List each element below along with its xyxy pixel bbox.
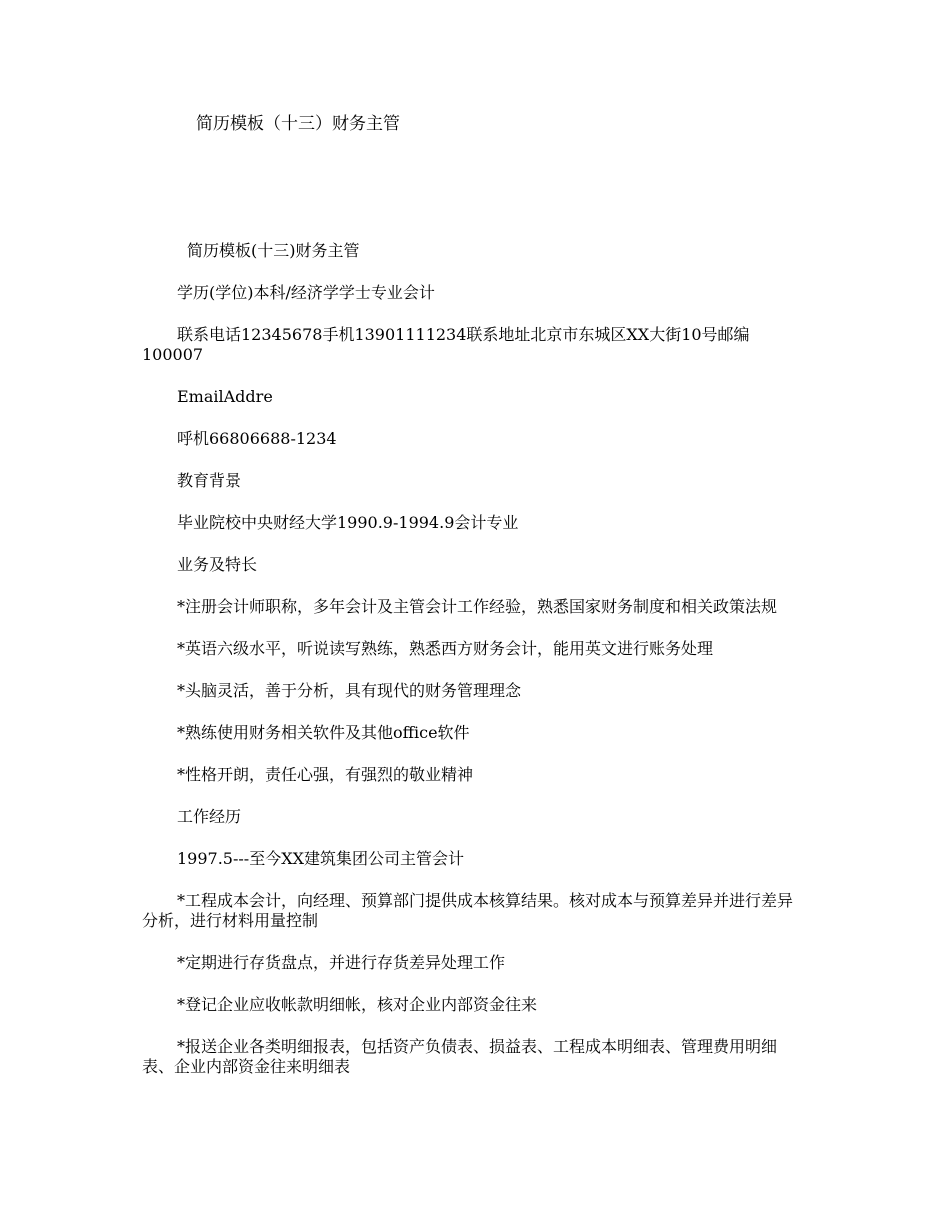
skill-item: *性格开朗，责任心强，有强烈的敬业精神	[177, 765, 474, 784]
skill-item: *头脑灵活，善于分析，具有现代的财务管理理念	[177, 681, 522, 700]
paragraph-pager: 呼机66806688-1234	[177, 429, 337, 448]
work-duty-item: *登记企业应收帐款明细帐，核对企业内部资金往来	[177, 995, 538, 1014]
section-heading-education: 教育背景	[177, 471, 242, 490]
section-heading-work: 工作经历	[177, 807, 242, 826]
work-duty-item: *定期进行存货盘点，并进行存货差异处理工作	[177, 953, 506, 972]
skill-item: *英语六级水平，听说读写熟练，熟悉西方财务会计，能用英文进行账务处理	[177, 639, 714, 658]
paragraph-education-degree: 学历(学位)本科/经济学学士专业会计	[177, 283, 435, 302]
document-title: 简历模板（十三）财务主管	[196, 114, 400, 134]
work-position: 1997.5---至今XX建筑集团公司主管会计	[177, 849, 464, 868]
work-duty-item: *工程成本会计，向经理、预算部门提供成本核算结果。核对成本与预算差异并进行差异分析，进行材料用量控制	[142, 891, 794, 930]
skill-item: *熟练使用财务相关软件及其他office软件	[177, 723, 470, 742]
paragraph-heading: 简历模板(十三)财务主管	[187, 241, 360, 260]
paragraph-school: 毕业院校中央财经大学1990.9-1994.9会计专业	[177, 513, 519, 532]
document-body	[142, 241, 807, 1099]
skill-item: *注册会计师职称，多年会计及主管会计工作经验，熟悉国家财务制度和相关政策法规	[177, 597, 778, 616]
work-duty-item: *报送企业各类明细报表，包括资产负债表、损益表、工程成本明细表、管理费用明细表、企业内部资金往来明细表	[142, 1037, 778, 1076]
paragraph-contact-info: 联系电话12345678手机13901111234联系地址北京市东城区XX大街10号邮编100007	[142, 325, 750, 364]
section-heading-skills: 业务及特长	[177, 555, 258, 574]
paragraph-email: EmailAddre	[177, 387, 273, 406]
